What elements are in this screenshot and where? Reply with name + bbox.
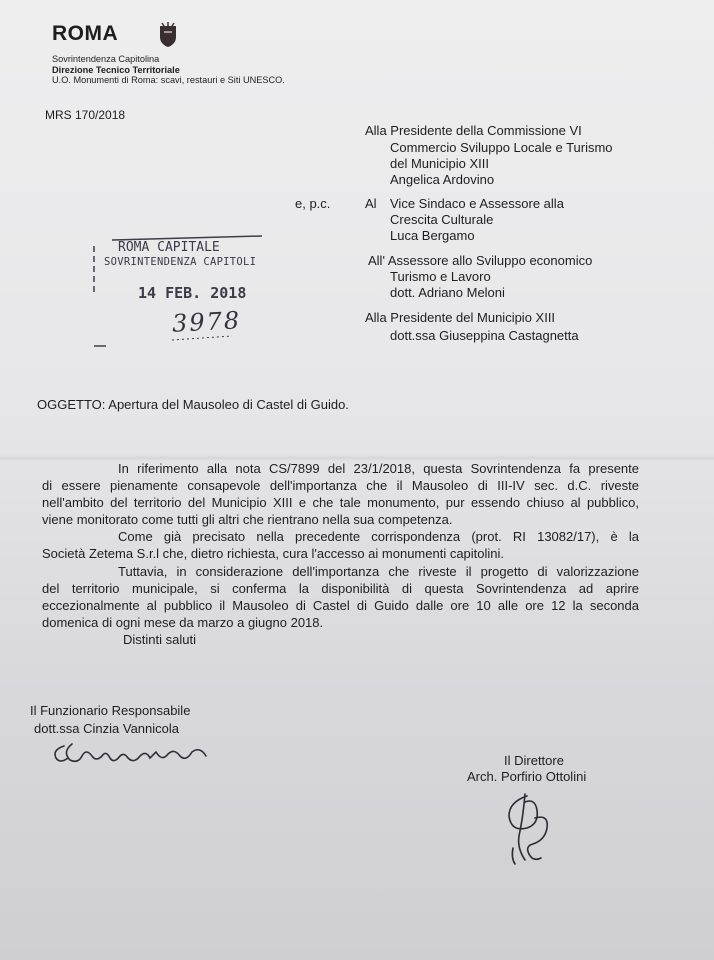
right-signatory-name: Arch. Porfirio Ottolini [467, 769, 587, 784]
body-line-2: di essere pienamente consapevole dell'importanza che il Mausoleo di III-IV sec. d.C. riveste [42, 478, 639, 493]
body-line-3: nell'ambito del territorio del Municipio XIII e che tale monumento, pur essendo chiuso al pubblico, [42, 495, 639, 510]
recipient-4-line-2: dott.ssa Giuseppina Castagnetta [390, 328, 579, 343]
letterhead-line-2: Direzione Tecnico Territoriale [52, 65, 180, 75]
left-handwritten-signature [50, 738, 220, 772]
protocol-number: MRS 170/2018 [45, 108, 126, 122]
stamp-line-1: ROMA CAPITALE [118, 240, 220, 255]
body-line-5: Come già precisato nella precedente corrispondenza (prot. RI 13082/17), è la [118, 529, 639, 544]
body-line-6: Società Zetema S.r.l che, dietro richiesta, cura l'accesso ai monumenti capitolini. [42, 546, 505, 561]
right-signatory-title: Il Direttore [504, 753, 564, 768]
closing-salutation: Distinti saluti [123, 632, 196, 647]
recipient-2-line-2: Crescita Culturale [390, 212, 494, 227]
recipient-1-line-1: Alla Presidente della Commissione VI [365, 123, 582, 138]
subject-line: OGGETTO: Apertura del Mausoleo di Castel di Guido. [37, 397, 349, 412]
recipient-2-line-1: Vice Sindaco e Assessore alla [390, 196, 564, 211]
right-handwritten-signature [495, 788, 565, 868]
letterhead-city: ROMA [52, 22, 119, 45]
letterhead-line-1: Sovrintendenza Capitolina [52, 54, 160, 64]
recipient-3-line-1: All' Assessore allo Sviluppo economico [368, 253, 593, 268]
recipient-2-line-3: Luca Bergamo [390, 228, 475, 243]
body-line-8: del territorio municipale, si conferma la disponibilità di questa Sovrintendenza ad aprire [42, 581, 639, 596]
stamp-handwritten-number: 3978 [171, 306, 242, 338]
epc-label: e, p.c. [295, 196, 331, 211]
body-line-7: Tuttavia, in considerazione dell'importanza che riveste il progetto di valorizzazione [118, 564, 639, 579]
recipient-3-line-2: Turismo e Lavoro [390, 269, 491, 284]
body-line-4: viene monitorato come tutti gli altri che rientrano nella sua competenza. [42, 512, 453, 527]
protocol-stamp [92, 234, 268, 350]
recipient-3-line-3: dott. Adriano Meloni [390, 285, 505, 300]
recipient-1-line-4: Angelica Ardovino [390, 172, 495, 187]
left-signatory-name: dott.ssa Cinzia Vannicola [34, 721, 180, 736]
roma-crest-icon [158, 22, 178, 48]
recipient-2-prefix: Al [365, 196, 377, 211]
letterhead-line-3: U.O. Monumenti di Roma: scavi, restauri e Siti UNESCO. [52, 75, 285, 85]
stamp-line-2: SOVRINTENDENZA CAPITOLI [104, 256, 257, 268]
body-line-9: eccezionalmente al pubblico il Mausoleo di Castel di Guido dalle ore 10 alle ore 12 la seconda [42, 598, 639, 613]
body-line-10: domenica di ogni mese da marzo a giugno 2018. [42, 615, 324, 630]
stamp-date: 14 FEB. 2018 [138, 284, 247, 302]
recipient-1-line-3: del Municipio XIII [390, 156, 489, 171]
recipient-1-line-2: Commercio Sviluppo Locale e Turismo [390, 140, 613, 155]
left-signatory-title: Il Funzionario Responsabile [30, 703, 191, 718]
body-line-1: In riferimento alla nota CS/7899 del 23/1/2018, questa Sovrintendenza fa presente [118, 461, 639, 476]
recipient-4-line-1: Alla Presidente del Municipio XIII [365, 310, 556, 325]
